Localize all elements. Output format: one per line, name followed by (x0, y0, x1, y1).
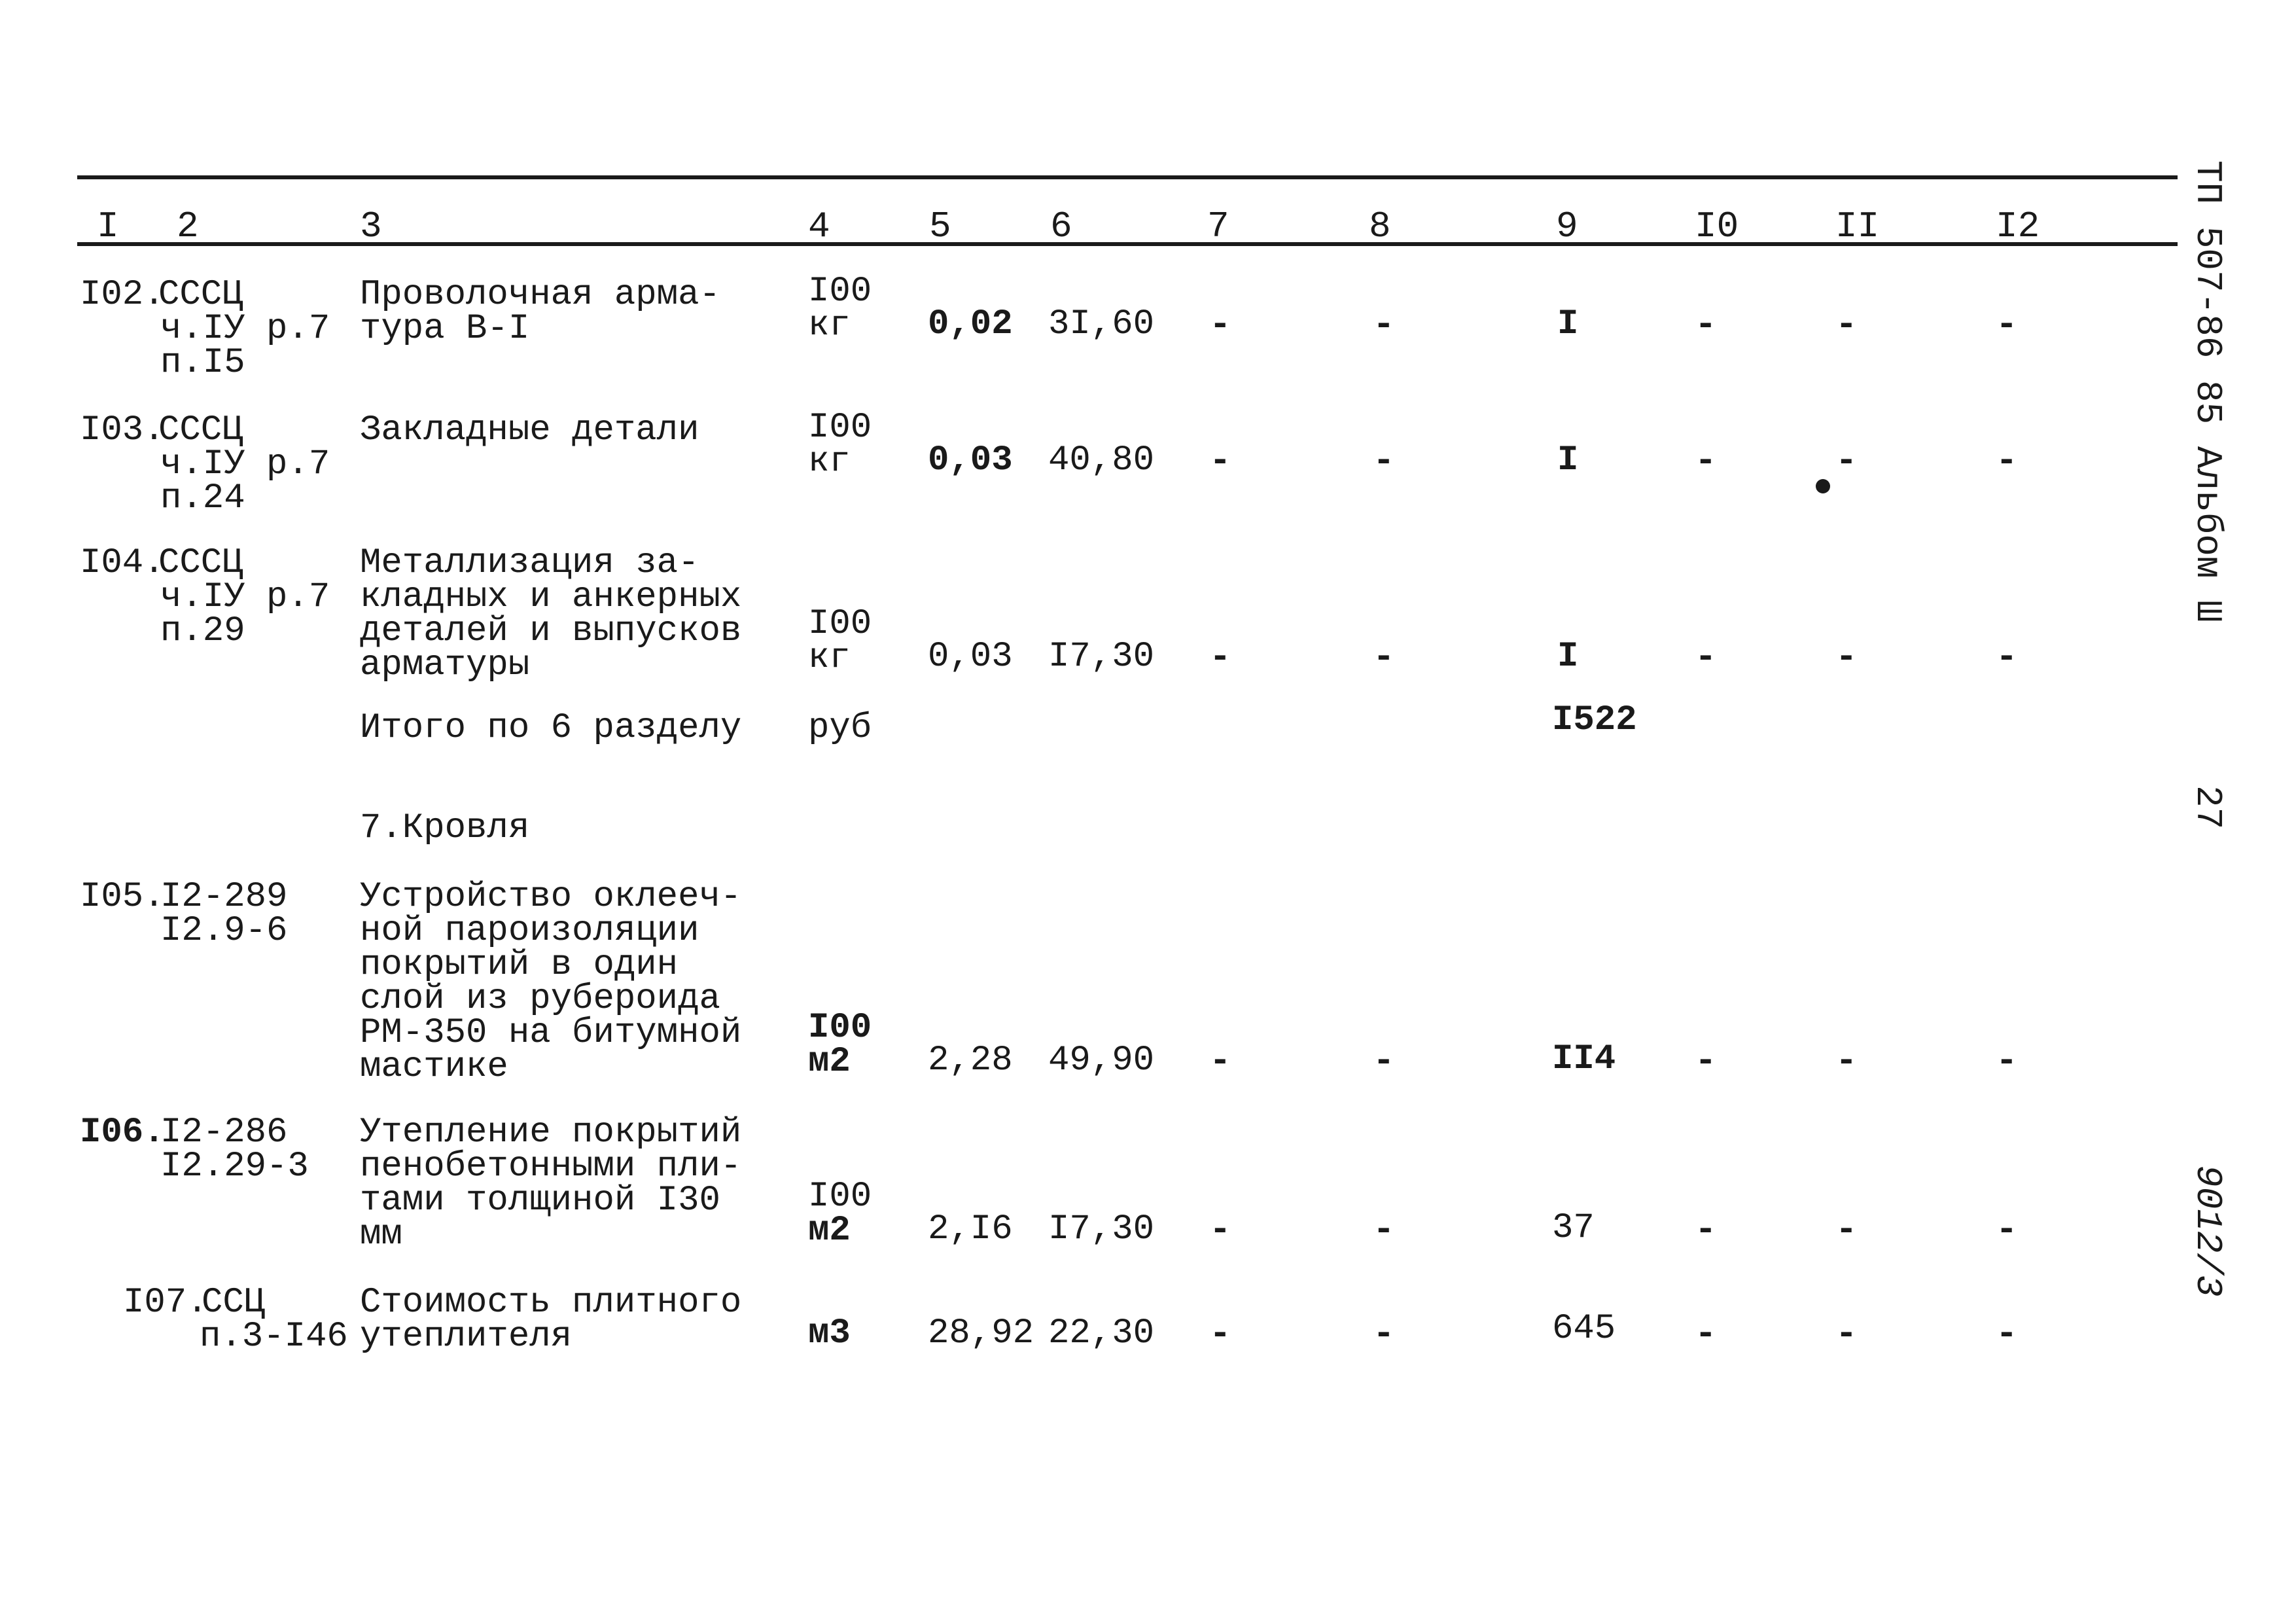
row-col8: - (1373, 304, 1395, 346)
row-col9: I (1557, 440, 1579, 480)
row-unit-line: I00 (808, 1177, 872, 1217)
row-col10: - (1695, 636, 1717, 678)
row-col11: - (1835, 440, 1858, 482)
row-col6: 40,80 (1048, 440, 1155, 480)
row-code-line: СССЦ (158, 275, 243, 315)
row-col5: 28,92 (928, 1313, 1034, 1353)
row-col11: - (1835, 636, 1858, 678)
row-code-line: п.3-I46 (200, 1317, 348, 1357)
row-unit-line: I00 (808, 604, 872, 644)
row-description-line: тами толщиной I30 (360, 1181, 720, 1221)
table-top-rule (77, 175, 2178, 179)
row-col11: - (1835, 304, 1858, 346)
row-col9: II4 (1552, 1039, 1616, 1079)
row-col10: - (1695, 1313, 1717, 1355)
row-col6: 22,30 (1048, 1313, 1155, 1353)
header-col-3: 3 (360, 205, 382, 247)
row-description-line: Утепление покрытий (360, 1113, 742, 1152)
row-col8: - (1373, 1209, 1395, 1251)
header-col-10: I0 (1695, 205, 1739, 247)
header-col-12: I2 (1996, 205, 2040, 247)
row-description-line: деталей и выпусков (360, 611, 742, 651)
row-description-line: Металлизация за- (360, 543, 699, 583)
row-code-line: п.24 (160, 478, 245, 518)
row-col6: 49,90 (1048, 1041, 1155, 1080)
row-col12: - (1996, 1313, 2018, 1355)
row-code-line: I2-286 (160, 1113, 288, 1152)
row-description-line: мастике (360, 1047, 508, 1087)
row-number: I02. (80, 275, 165, 315)
row-code-line: ч.IУ р.7 (160, 577, 330, 617)
row-col9: I (1557, 637, 1579, 677)
row-col5: 0,02 (928, 304, 1013, 344)
row-description-line: слой из рубероида (360, 979, 720, 1019)
section-title: 7.Кровля (360, 808, 530, 848)
row-number: I06. (80, 1113, 165, 1152)
row-col11: - (1835, 1040, 1858, 1082)
row-col6: I7,30 (1048, 637, 1155, 677)
row-code-line: I2.9-6 (160, 911, 288, 951)
row-col8: - (1373, 440, 1395, 482)
row-description-line: утеплителя (360, 1317, 573, 1357)
total-value: I522 (1552, 700, 1637, 740)
row-unit-line: кг (808, 442, 851, 482)
total-unit: руб (808, 708, 872, 748)
row-col7: - (1209, 1040, 1231, 1082)
row-col5: 0,03 (928, 440, 1013, 480)
row-col10: - (1695, 304, 1717, 346)
row-col6: I7,30 (1048, 1209, 1155, 1249)
row-description-line: Проволочная арма- (360, 275, 720, 315)
row-unit-line: м2 (808, 1042, 851, 1082)
row-code-line: СССЦ (158, 410, 243, 450)
row-unit-line: I00 (808, 408, 872, 448)
header-col-2: 2 (177, 205, 199, 247)
row-code-line: I2.29-3 (160, 1147, 309, 1186)
header-col-5: 5 (929, 205, 951, 247)
row-description-line: Устройство оклееч- (360, 877, 742, 917)
row-description-line: РМ-350 на битумной (360, 1013, 742, 1053)
row-unit-line: кг (808, 306, 851, 346)
row-col7: - (1209, 1313, 1231, 1355)
row-description-line: тура В-I (360, 309, 530, 349)
row-col8: - (1373, 1313, 1395, 1355)
row-code-line: I2-289 (160, 877, 288, 917)
row-col12: - (1996, 1209, 2018, 1251)
row-code-line: п.I5 (160, 343, 245, 383)
header-col-4: 4 (808, 205, 830, 247)
row-number: I04. (80, 543, 165, 583)
row-col10: - (1695, 1209, 1717, 1251)
total-label: Итого по 6 разделу (360, 708, 742, 748)
row-col12: - (1996, 440, 2018, 482)
row-col5: 0,03 (928, 637, 1013, 677)
row-col12: - (1996, 304, 2018, 346)
header-col-8: 8 (1369, 205, 1391, 247)
header-col-7: 7 (1207, 205, 1229, 247)
row-unit-line: I00 (808, 1008, 872, 1048)
row-description-line: мм (360, 1215, 402, 1255)
row-col10: - (1695, 1040, 1717, 1082)
document-code-vertical: ТП 507-86 85 Альбом Ш (2187, 160, 2229, 622)
row-col10: - (1695, 440, 1717, 482)
row-description-line: Стоимость плитного (360, 1283, 742, 1323)
row-col7: - (1209, 304, 1231, 346)
row-description-line: кладных и анкерных (360, 577, 742, 617)
row-description-line: арматуры (360, 645, 530, 685)
row-unit-line: кг (808, 638, 851, 678)
row-col5: 2,28 (928, 1041, 1013, 1080)
row-description-line: ной пароизоляции (360, 911, 699, 951)
row-description-line: Закладные детали (360, 410, 699, 450)
row-unit-line: I00 (808, 272, 872, 312)
row-col11: - (1835, 1313, 1858, 1355)
row-col12: - (1996, 1040, 2018, 1082)
row-col9: I (1557, 304, 1579, 344)
header-col-6: 6 (1050, 205, 1072, 247)
header-col-1: I (97, 205, 119, 247)
ink-dot-mark (1816, 479, 1830, 493)
row-col7: - (1209, 636, 1231, 678)
row-col5: 2,I6 (928, 1209, 1013, 1249)
row-col6: 3I,60 (1048, 304, 1155, 344)
row-unit-line: м3 (808, 1313, 851, 1353)
row-description-line: пенобетонными пли- (360, 1147, 742, 1186)
page-number-vertical: 27 (2187, 785, 2229, 830)
row-code-line: ч.IУ р.7 (160, 309, 330, 349)
row-col12: - (1996, 636, 2018, 678)
header-col-11: II (1835, 205, 1880, 247)
row-code-line: п.29 (160, 611, 245, 651)
row-code-line: ч.IУ р.7 (160, 444, 330, 484)
row-number: I07. (123, 1283, 208, 1323)
row-description-line: покрытий в один (360, 945, 679, 985)
row-col7: - (1209, 440, 1231, 482)
row-code-line: ССЦ (202, 1283, 266, 1323)
inventory-number-vertical: 9012/3 (2187, 1165, 2229, 1297)
row-col11: - (1835, 1209, 1858, 1251)
row-col9: 37 (1552, 1208, 1595, 1248)
row-col8: - (1373, 1040, 1395, 1082)
row-number: I03. (80, 410, 165, 450)
row-col8: - (1373, 636, 1395, 678)
row-code-line: СССЦ (158, 543, 243, 583)
row-col9: 645 (1552, 1309, 1616, 1349)
row-col7: - (1209, 1209, 1231, 1251)
row-number: I05. (80, 877, 165, 917)
header-col-9: 9 (1556, 205, 1578, 247)
row-unit-line: м2 (808, 1211, 851, 1251)
